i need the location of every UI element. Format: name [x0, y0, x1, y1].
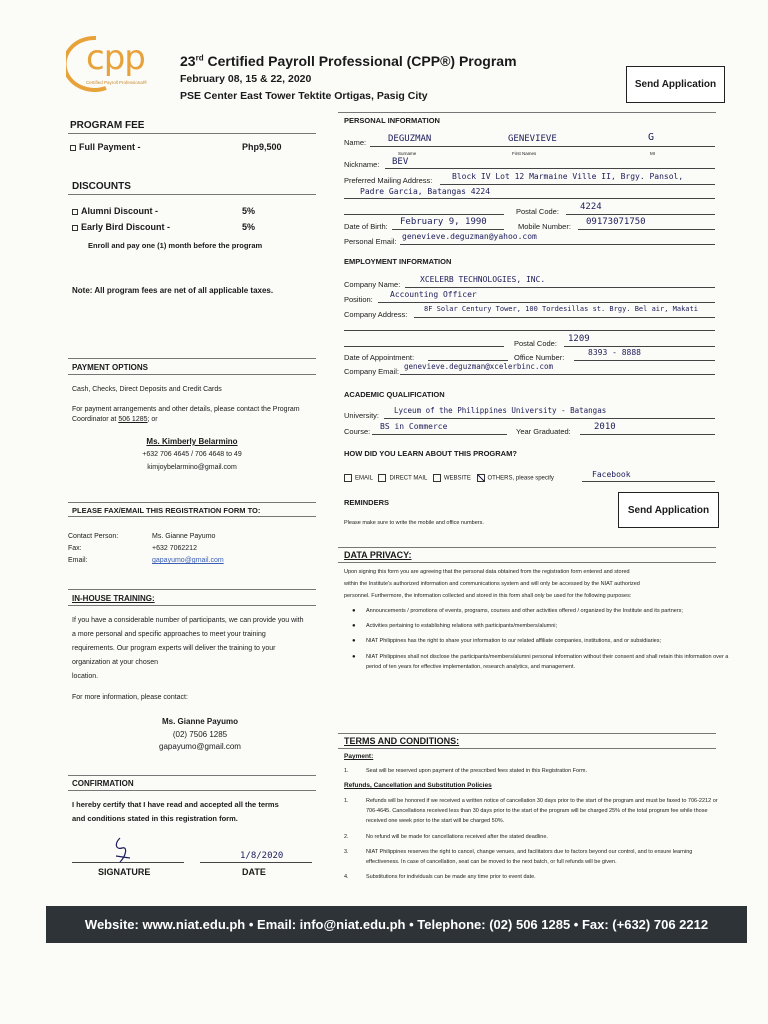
- opt-direct-label: DIRECT MAIL: [389, 475, 428, 482]
- company-email-value: genevieve.deguzman@xcelerbinc.com: [404, 362, 554, 371]
- opt-website-label: WEBSITE: [443, 475, 471, 482]
- payment-contact-line1: For payment arrangements and other details, please contact the Program: [72, 406, 300, 413]
- first-name-caption: First Names: [512, 151, 537, 156]
- mailing-address-value1: Block IV Lot 12 Marmaine Ville II, Brgy. Pansol,: [452, 172, 684, 181]
- early-bird-note: Enroll and pay one (1) month before the program: [88, 241, 263, 250]
- payment-contact-line2: [72, 416, 158, 423]
- dob-field-line[interactable]: [392, 229, 504, 230]
- in-house-contact-phone: (02) 7506 1285: [172, 730, 228, 739]
- position-value: Accounting Officer: [390, 290, 477, 299]
- postal-code-value: 4224: [580, 202, 602, 212]
- personal-email-value: genevieve.deguzman@yahoo.com: [402, 232, 537, 241]
- learn-title: HOW DID YOU LEARN ABOUT THIS PROGRAM?: [344, 449, 517, 458]
- year-graduated-label: Year Graduated:: [516, 427, 571, 436]
- terms-item-4-text: Substitutions for individuals can be made any time prior to event date.: [366, 874, 536, 881]
- payment-methods: Cash, Checks, Direct Deposits and Credit Cards: [72, 386, 222, 393]
- data-privacy-item-2: ● Activities pertaining to establishing relations with participants/members/alumni;: [344, 621, 730, 631]
- alumni-discount-label: Alumni Discount -: [81, 206, 158, 216]
- office-number-field-line[interactable]: [574, 360, 715, 361]
- course-field-line[interactable]: [372, 434, 507, 435]
- logo: [66, 28, 162, 94]
- website-checkbox[interactable]: [433, 474, 441, 482]
- program-dates: February 08, 15 & 22, 2020: [180, 73, 312, 85]
- dob-label: Date of Birth:: [344, 222, 388, 231]
- refunds-subtitle: Refunds, Cancellation and Substitution Policies: [344, 782, 492, 789]
- contact-person-value: Ms. Gianne Payumo: [152, 533, 216, 540]
- mobile-field-line[interactable]: [578, 229, 715, 230]
- nickname-value: BEV: [392, 157, 409, 167]
- employment-title: EMPLOYMENT INFORMATION: [344, 257, 452, 266]
- mobile-label: Mobile Number:: [518, 222, 571, 231]
- terms-item-3-num: 3.: [344, 848, 349, 855]
- contact-person-label: Contact Person:: [68, 533, 119, 540]
- terms-item-1-num: 1.: [344, 798, 349, 804]
- opt-email-label: EMAIL: [355, 475, 373, 482]
- personal-email-field-line[interactable]: [400, 244, 715, 245]
- personal-email-label: Personal Email:: [344, 237, 397, 246]
- year-graduated-value: 2010: [594, 422, 616, 432]
- full-payment-option[interactable]: [70, 142, 141, 152]
- in-house-more-info: For more information, please contact:: [72, 694, 188, 701]
- academic-title: ACADEMIC QUALIFICATION: [344, 390, 445, 399]
- payment-options-title: PAYMENT OPTIONS: [72, 363, 149, 372]
- mailing-address-line2[interactable]: [344, 198, 715, 199]
- terms-item-1: [344, 796, 724, 827]
- payment-subtitle: Payment:: [344, 753, 374, 760]
- company-email-label: Company Email:: [344, 367, 400, 376]
- appointment-label: Date of Appointment:: [344, 353, 415, 362]
- send-application-button[interactable]: Send Application: [626, 66, 725, 103]
- payment-item: Seat will be reserved upon payment of the prescribed fees stated in this Registration Form.: [366, 768, 588, 774]
- data-privacy-item-1: ● Announcements / promotions of events, programs, courses and other activities offered / organized by the Institute and its partners;: [344, 606, 730, 616]
- send-application-button-2[interactable]: Send Application: [618, 492, 719, 528]
- reminders-text: Please make sure to write the mobile and office numbers.: [344, 520, 484, 526]
- office-number-label: Office Number:: [514, 353, 565, 362]
- in-house-contact-name: Ms. Gianne Payumo: [161, 717, 239, 726]
- email-label: Email:: [68, 557, 88, 564]
- terms-item-1-text: Refunds will be honored if we received a written notice of cancellation 30 days prior to the start of the program and must be faxed to 706-2212 or 706-4645. Cancellations received less than 30 days prior to the start of the program will be charged 25% of the total program fee while those received one week prior to the start will be charged 50%.: [366, 798, 718, 825]
- contact-post: ; or: [147, 416, 158, 423]
- terms-list: [344, 796, 724, 887]
- mailing-address-line1[interactable]: [440, 184, 715, 185]
- early-bird-checkbox[interactable]: [72, 225, 78, 231]
- alumni-discount-value: 5%: [242, 206, 256, 216]
- confirmation-line1: I hereby certify that I have read and accepted all the terms: [72, 800, 279, 809]
- course-label: Course:: [344, 427, 371, 436]
- appointment-field-line[interactable]: [428, 360, 508, 361]
- company-postal-field-line[interactable]: [564, 346, 715, 347]
- reminders-title: REMINDERS: [344, 498, 390, 507]
- data-privacy-item-3: ● NIAT Philippines has the right to share your information to our related affiliate companies, institutions, and or subsidiaries;: [344, 636, 730, 646]
- mailing-address-label: Preferred Mailing Address:: [344, 176, 433, 185]
- company-name-label: Company Name:: [344, 280, 401, 289]
- position-label: Position:: [344, 295, 373, 304]
- title-rest: Certified Payroll Professional (CPP®) Program: [203, 53, 517, 69]
- in-house-line3: requirements. Our program experts will deliver the training to your: [72, 645, 276, 652]
- alumni-discount-checkbox[interactable]: [72, 209, 78, 215]
- opt-others-label: OTHERS, please specify: [487, 475, 554, 482]
- in-house-line5: location.: [72, 673, 99, 680]
- early-bird-option[interactable]: [72, 222, 170, 232]
- terms-item-4: [344, 872, 724, 882]
- signature-line[interactable]: [72, 862, 184, 863]
- terms-title: TERMS AND CONDITIONS:: [344, 736, 460, 746]
- title-ordinal-suffix: rd: [195, 53, 204, 63]
- company-name-value: XCELERB TECHNOLOGIES, INC.: [420, 275, 546, 284]
- contact-pre: Coordinator at: [72, 416, 119, 423]
- coordinator-email: kimjoybelarmino@gmail.com: [147, 464, 237, 471]
- postal-code-label: Postal Code:: [516, 207, 559, 216]
- terms-item-4-num: 4.: [344, 874, 349, 881]
- full-payment-label: Full Payment -: [79, 142, 141, 152]
- postal-code-field-line[interactable]: [566, 214, 715, 215]
- dob-value: February 9, 1990: [400, 217, 487, 227]
- nickname-label: Nickname:: [344, 160, 380, 169]
- program-fee-title: PROGRAM FEE: [70, 120, 145, 131]
- surname-caption: Surname: [398, 151, 417, 156]
- confirmation-title: CONFIRMATION: [72, 779, 134, 788]
- date-label: DATE: [242, 867, 266, 877]
- surname-value: DEGUZMAN: [388, 134, 432, 144]
- footer-bar: Website: www.niat.edu.ph • Email: info@niat.edu.ph • Telephone: (02) 506 1285 • Fax: (+632) 706 2212: [46, 906, 747, 943]
- company-email-field-line[interactable]: [400, 374, 715, 375]
- university-label: University:: [344, 411, 380, 420]
- in-house-title: IN-HOUSE TRAINING:: [72, 594, 155, 603]
- first-name-value: GENEVIEVE: [508, 134, 557, 144]
- coordinator-number: 506 1285: [118, 416, 148, 423]
- fax-label: Fax:: [68, 545, 82, 552]
- title-ordinal: 23: [180, 53, 196, 69]
- mobile-value: 09173071750: [586, 217, 646, 227]
- coordinator-phone: +632 706 4645 / 706 4648 to 49: [142, 451, 242, 458]
- data-privacy-item-4: ● NIAT Philippines shall not disclose the participants/members/alumni personal information without their consent and shall retain this information over a period of ten years for effective implementation, research analytics, and management.: [344, 652, 730, 672]
- terms-item-2: [344, 832, 724, 842]
- in-house-line4: organization at your chosen: [72, 659, 158, 666]
- data-privacy-intro2: within the Institute's authorized information and communications system and will only be accessed by the NIAT authorized: [344, 581, 640, 587]
- email-checkbox[interactable]: [344, 474, 352, 482]
- university-field-line[interactable]: [384, 418, 715, 419]
- terms-item-2-num: 2.: [344, 833, 349, 840]
- mailing-address-value2: Padre Garcia, Batangas 4224: [360, 187, 491, 196]
- company-address-field-line[interactable]: [414, 317, 715, 318]
- confirmation-line2: and conditions stated in this registration form.: [72, 814, 238, 823]
- fax-email-title: PLEASE FAX/EMAIL THIS REGISTRATION FORM TO:: [72, 506, 261, 515]
- company-address-label: Company Address:: [344, 310, 408, 319]
- terms-item-3-text: NIAT Philippines reserves the right to cancel, change venues, and facilitators due to factors beyond our control, and to ensure learning effectiveness. In case of cancellation, seat can be moved to the next batch, or full refunds will be given.: [366, 848, 693, 865]
- page-title: [180, 53, 517, 69]
- office-number-value: 8393 - 8888: [588, 348, 641, 357]
- fee-note: Note: All program fees are net of all applicable taxes.: [72, 286, 274, 295]
- learn-options: [344, 474, 554, 482]
- data-privacy-list: [344, 606, 730, 677]
- position-field-line[interactable]: [378, 302, 715, 303]
- company-address-line2[interactable]: [344, 330, 715, 331]
- signature-label: SIGNATURE: [98, 867, 151, 877]
- nickname-field-line[interactable]: [385, 168, 715, 169]
- company-name-field-line[interactable]: [405, 287, 715, 288]
- direct-mail-checkbox[interactable]: [378, 474, 386, 482]
- alumni-discount-option[interactable]: [72, 206, 158, 216]
- personal-info-title: PERSONAL INFORMATION: [344, 116, 440, 125]
- company-postal-blank-line[interactable]: [344, 346, 504, 347]
- email-link[interactable]: gapayumo@gmail.com: [152, 557, 224, 564]
- full-payment-checkbox[interactable]: [70, 145, 76, 151]
- in-house-line1: If you have a considerable number of participants, we can provide you with: [72, 617, 304, 624]
- data-privacy-intro3: personnel. Furthermore, the information collected and stored in this form shall only be used for the following purposes:: [344, 593, 632, 599]
- others-specify-line[interactable]: [582, 481, 715, 482]
- company-postal-label: Postal Code:: [514, 339, 557, 348]
- data-privacy-title: DATA PRIVACY:: [344, 550, 412, 560]
- year-graduated-field-line[interactable]: [580, 434, 715, 435]
- others-specify-value: Facebook: [592, 470, 631, 479]
- in-house-line2: a more personal and specific approaches to meet your training: [72, 631, 266, 638]
- name-label: Name:: [344, 138, 367, 147]
- payment-item-num: 1.: [344, 768, 349, 774]
- course-value: BS in Commerce: [380, 422, 448, 431]
- fax-value: +632 7062212: [152, 545, 197, 552]
- data-privacy-intro1: Upon signing this form you are agreeing that the personal data obtained from the registration form entered and stored: [344, 569, 630, 575]
- terms-item-2-text: No refund will be made for cancellations received after the stated deadline.: [366, 833, 548, 840]
- discounts-title: DISCOUNTS: [72, 181, 131, 192]
- full-payment-value: Php9,500: [242, 142, 282, 152]
- date-line[interactable]: [200, 862, 312, 863]
- program-venue: PSE Center East Tower Tektite Ortigas, Pasig City: [180, 90, 428, 102]
- coordinator-name: Ms. Kimberly Belarmino: [146, 437, 238, 446]
- early-bird-label: Early Bird Discount -: [81, 222, 171, 232]
- mi-caption: MI: [650, 151, 655, 156]
- signature-date: 1/8/2020: [240, 851, 284, 861]
- terms-item-3: [344, 847, 724, 867]
- company-postal-value: 1209: [568, 334, 590, 344]
- in-house-contact-email: gapayumo@gmail.com: [159, 742, 241, 751]
- middle-initial-value: G: [648, 132, 655, 143]
- logo-subtext: Certified Payroll Professional®: [86, 80, 148, 85]
- company-address-value: 8F Solar Century Tower, 100 Tordesillas st. Brgy. Bel air, Makati: [424, 305, 698, 313]
- early-bird-value: 5%: [242, 222, 256, 232]
- logo-text: cpp: [86, 38, 145, 78]
- university-value: Lyceum of the Philippines University - Batangas: [394, 406, 607, 415]
- others-checkbox[interactable]: [477, 474, 485, 482]
- postal-code-blank-line[interactable]: [344, 214, 504, 215]
- name-field-line[interactable]: [370, 146, 715, 147]
